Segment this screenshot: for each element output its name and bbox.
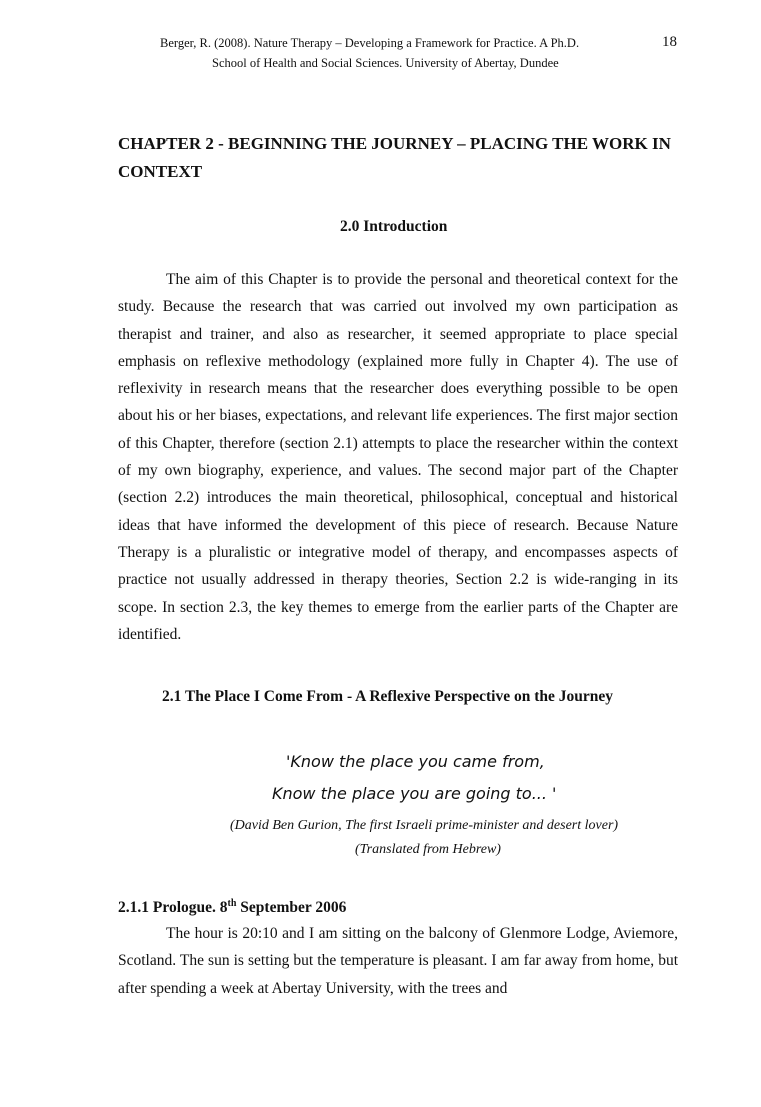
attribution-description: The first Israeli prime-minister and desert lover) bbox=[345, 818, 619, 833]
introduction-paragraph: The aim of this Chapter is to provide the personal and theoretical context for the study. Because the research that was carried out involved my own participation as therapist and trainer, and also as researcher, it seemed appropriate to place special emphasis on reflexive methodology (explained more fully in Chapter 4). The use of reflexivity in research means that the researcher does everything possible to be open about his or her biases, expectations, and relevant life experiences. The first major section of this Chapter, therefore (section 2.1) attempts to place the researcher within the context of my own biography, experience, and values. The second major part of the Chapter (section 2.2) introduces the main theoretical, philosophical, conceptual and historical ideas that have informed the development of this piece of research. Because Nature Therapy is a pluralistic or integrative model of therapy, and encompasses aspects of practice not usually addressed in therapy theories, Section 2.2 is wide-ranging in its scope. In section 2.3, the key themes to emerge from the earlier parts of the Chapter are identified. bbox=[118, 271, 678, 643]
prologue-paragraph-block bbox=[118, 920, 678, 1002]
epigraph-attribution bbox=[230, 818, 618, 834]
prologue-heading-text: 2.1.1 Prologue. 8 bbox=[118, 899, 228, 917]
prologue-heading-date: September 2006 bbox=[236, 899, 347, 917]
prologue-heading-ordinal: th bbox=[227, 898, 237, 909]
chapter-title: CHAPTER 2 - BEGINNING THE JOURNEY – PLACING THE WORK IN CONTEXT bbox=[118, 134, 671, 181]
epigraph-line-1: 'Know the place you came from, bbox=[286, 752, 545, 771]
section-heading-2-1: 2.1 The Place I Come From - A Reflexive Perspective on the Journey bbox=[162, 688, 613, 705]
section-heading-2-1-1 bbox=[118, 898, 346, 917]
prologue-paragraph: The hour is 20:10 and I am sitting on the balcony of Glenmore Lodge, Aviemore, Scotland. The sun is setting but the temperature is pleasant. I am far away from home, but after spending a week at Abertay University, with the trees and bbox=[118, 925, 678, 997]
attribution-author: (David Ben Gurion, bbox=[230, 818, 346, 833]
header-citation: Berger, R. (2008). Nature Therapy – Developing a Framework for Practice. A Ph.D. bbox=[160, 36, 580, 50]
header-institution: School of Health and Social Sciences. University of Abertay, Dundee bbox=[212, 56, 559, 70]
epigraph-line-2: Know the place you are going to... ' bbox=[272, 784, 557, 803]
epigraph-translation-note: (Translated from Hebrew) bbox=[355, 842, 501, 857]
section-heading-introduction: 2.0 Introduction bbox=[340, 218, 448, 235]
introduction-paragraph-block bbox=[118, 266, 678, 648]
page-number: 18 bbox=[662, 34, 677, 50]
